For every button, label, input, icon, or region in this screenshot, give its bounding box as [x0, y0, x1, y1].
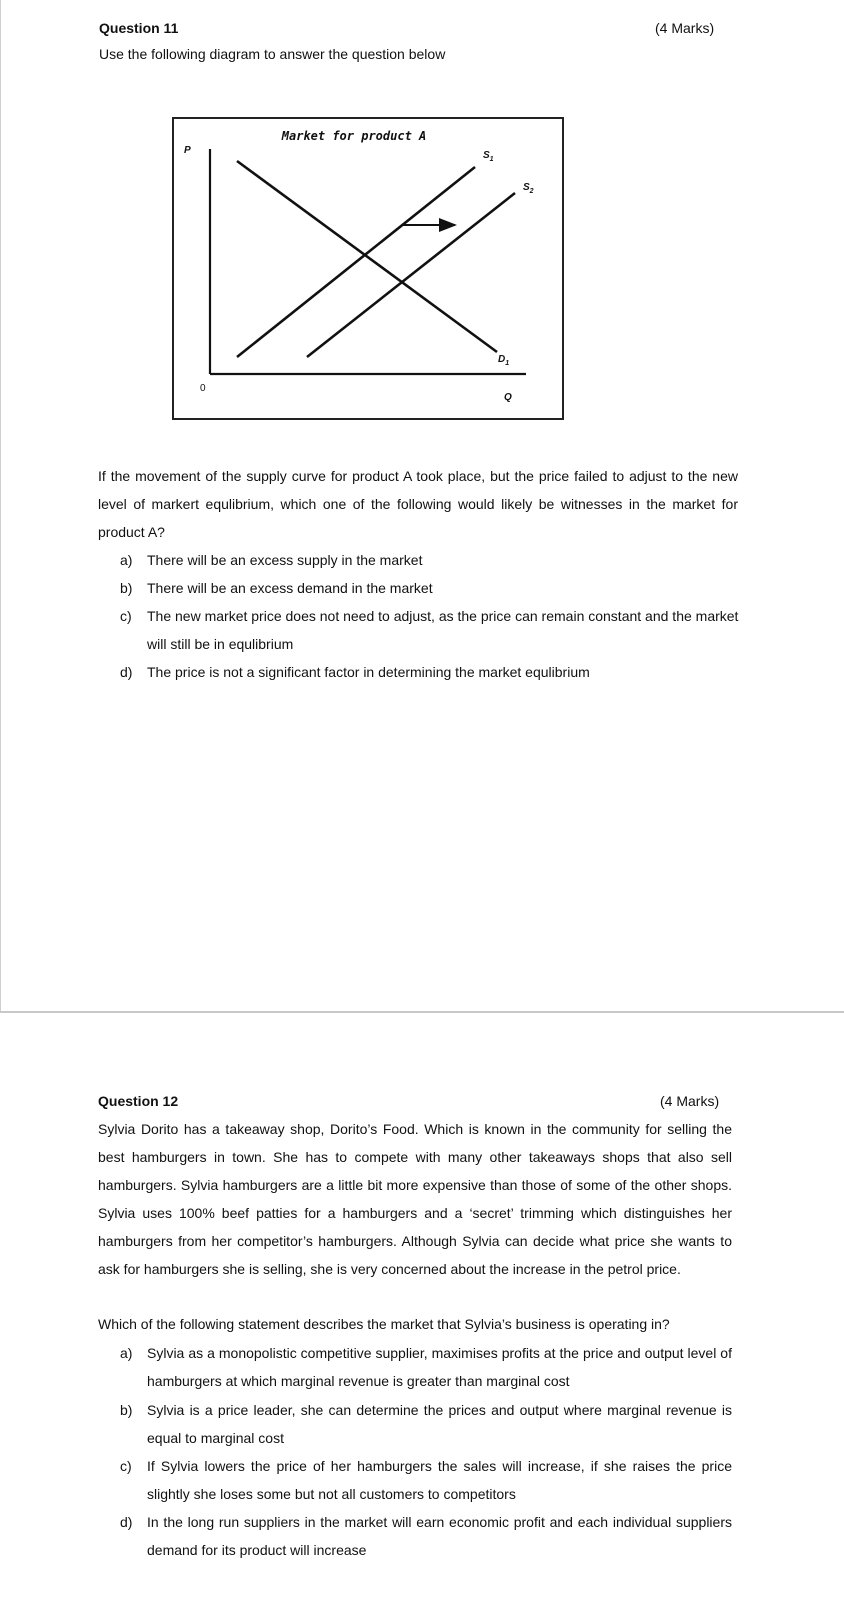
option-text: If Sylvia lowers the price of her hamburgers the sales will increase, if she raises the price slightly she loses some but not all customers to competitors	[147, 1458, 732, 1502]
option-text: Sylvia is a price leader, she can determine the prices and output where marginal revenue is equal to marginal cost	[147, 1402, 732, 1446]
chart-svg	[174, 119, 562, 418]
q12-question: Which of the following statement describes the market that Sylvia’s business is operating in?	[98, 1316, 670, 1332]
option-letter: d)	[120, 1514, 133, 1530]
q11-intro: Use the following diagram to answer the question below	[99, 46, 446, 62]
q12-title: Question 12	[98, 1093, 179, 1109]
q12-option-b[interactable]	[120, 1396, 732, 1452]
option-text: The new market price does not need to adjust, as the price can remain constant and the market will still be in equlibrium	[147, 608, 739, 652]
q12-option-a[interactable]	[120, 1339, 732, 1395]
q12-option-c[interactable]	[120, 1452, 732, 1508]
label-s1: $S_1$	[483, 150, 494, 163]
page-edge	[0, 0, 1, 1012]
option-letter: c)	[120, 608, 132, 624]
option-text: In the long run suppliers in the market will earn economic profit and each individual suppliers demand for its product will increase	[147, 1514, 732, 1558]
q11-option-a[interactable]	[120, 546, 740, 574]
option-text: Sylvia as a monopolistic competitive supplier, maximises profits at the price and output level of hamburgers at which marginal revenue is greater than marginal cost	[147, 1345, 732, 1389]
chart-title: Market for product A	[281, 129, 427, 143]
page-divider	[0, 1011, 844, 1013]
q11-question: If the movement of the supply curve for product A took place, but the price failed to adjust to the new level of markert equlibrium, which one of the following would likely be witnesses in the market for product A?	[98, 468, 738, 540]
q11-marks: (4 Marks)	[655, 20, 715, 36]
origin-label: 0	[200, 383, 206, 394]
x-axis-label: Q	[504, 392, 512, 403]
option-letter: d)	[120, 664, 133, 680]
q12-marks: (4 Marks)	[660, 1093, 720, 1109]
option-letter: c)	[120, 1458, 132, 1474]
q12-option-d[interactable]	[120, 1508, 732, 1564]
option-text: There will be an excess supply in the market	[147, 552, 423, 568]
supply-demand-diagram	[172, 117, 564, 420]
q11-option-c[interactable]	[120, 602, 740, 658]
option-letter: a)	[120, 552, 133, 568]
option-letter: a)	[120, 1345, 133, 1361]
option-letter: b)	[120, 580, 133, 596]
supply-curve-s1	[237, 167, 475, 357]
label-s2: $S_2$	[523, 182, 534, 195]
option-text: There will be an excess demand in the market	[147, 580, 433, 596]
demand-curve-d1	[237, 161, 497, 352]
option-letter: b)	[120, 1402, 133, 1418]
q11-option-d[interactable]	[120, 658, 740, 686]
label-d1: $D_1$	[498, 354, 510, 367]
q11-option-b[interactable]	[120, 574, 740, 602]
option-text: The price is not a significant factor in determining the market equlibrium	[147, 664, 590, 680]
y-axis-label: P	[184, 145, 191, 156]
q12-scenario: Sylvia Dorito has a takeaway shop, Dorito’s Food. Which is known in the community for selling the best hamburgers in town. She has to compete with many other takeaways shops that also sell hamburgers. Sylvia hamburgers are a little bit more expensive than those of some of the other shops. Sylvia uses 100% beef patties for a hamburgers and a ‘secret’ trimming which distinguishes her hamburgers from her competitor’s hamburgers. Although Sylvia can decide what price she wants to ask for hamburgers she is selling, she is very concerned about the increase in the petrol price.	[98, 1121, 732, 1277]
q11-title: Question 11	[99, 20, 179, 36]
